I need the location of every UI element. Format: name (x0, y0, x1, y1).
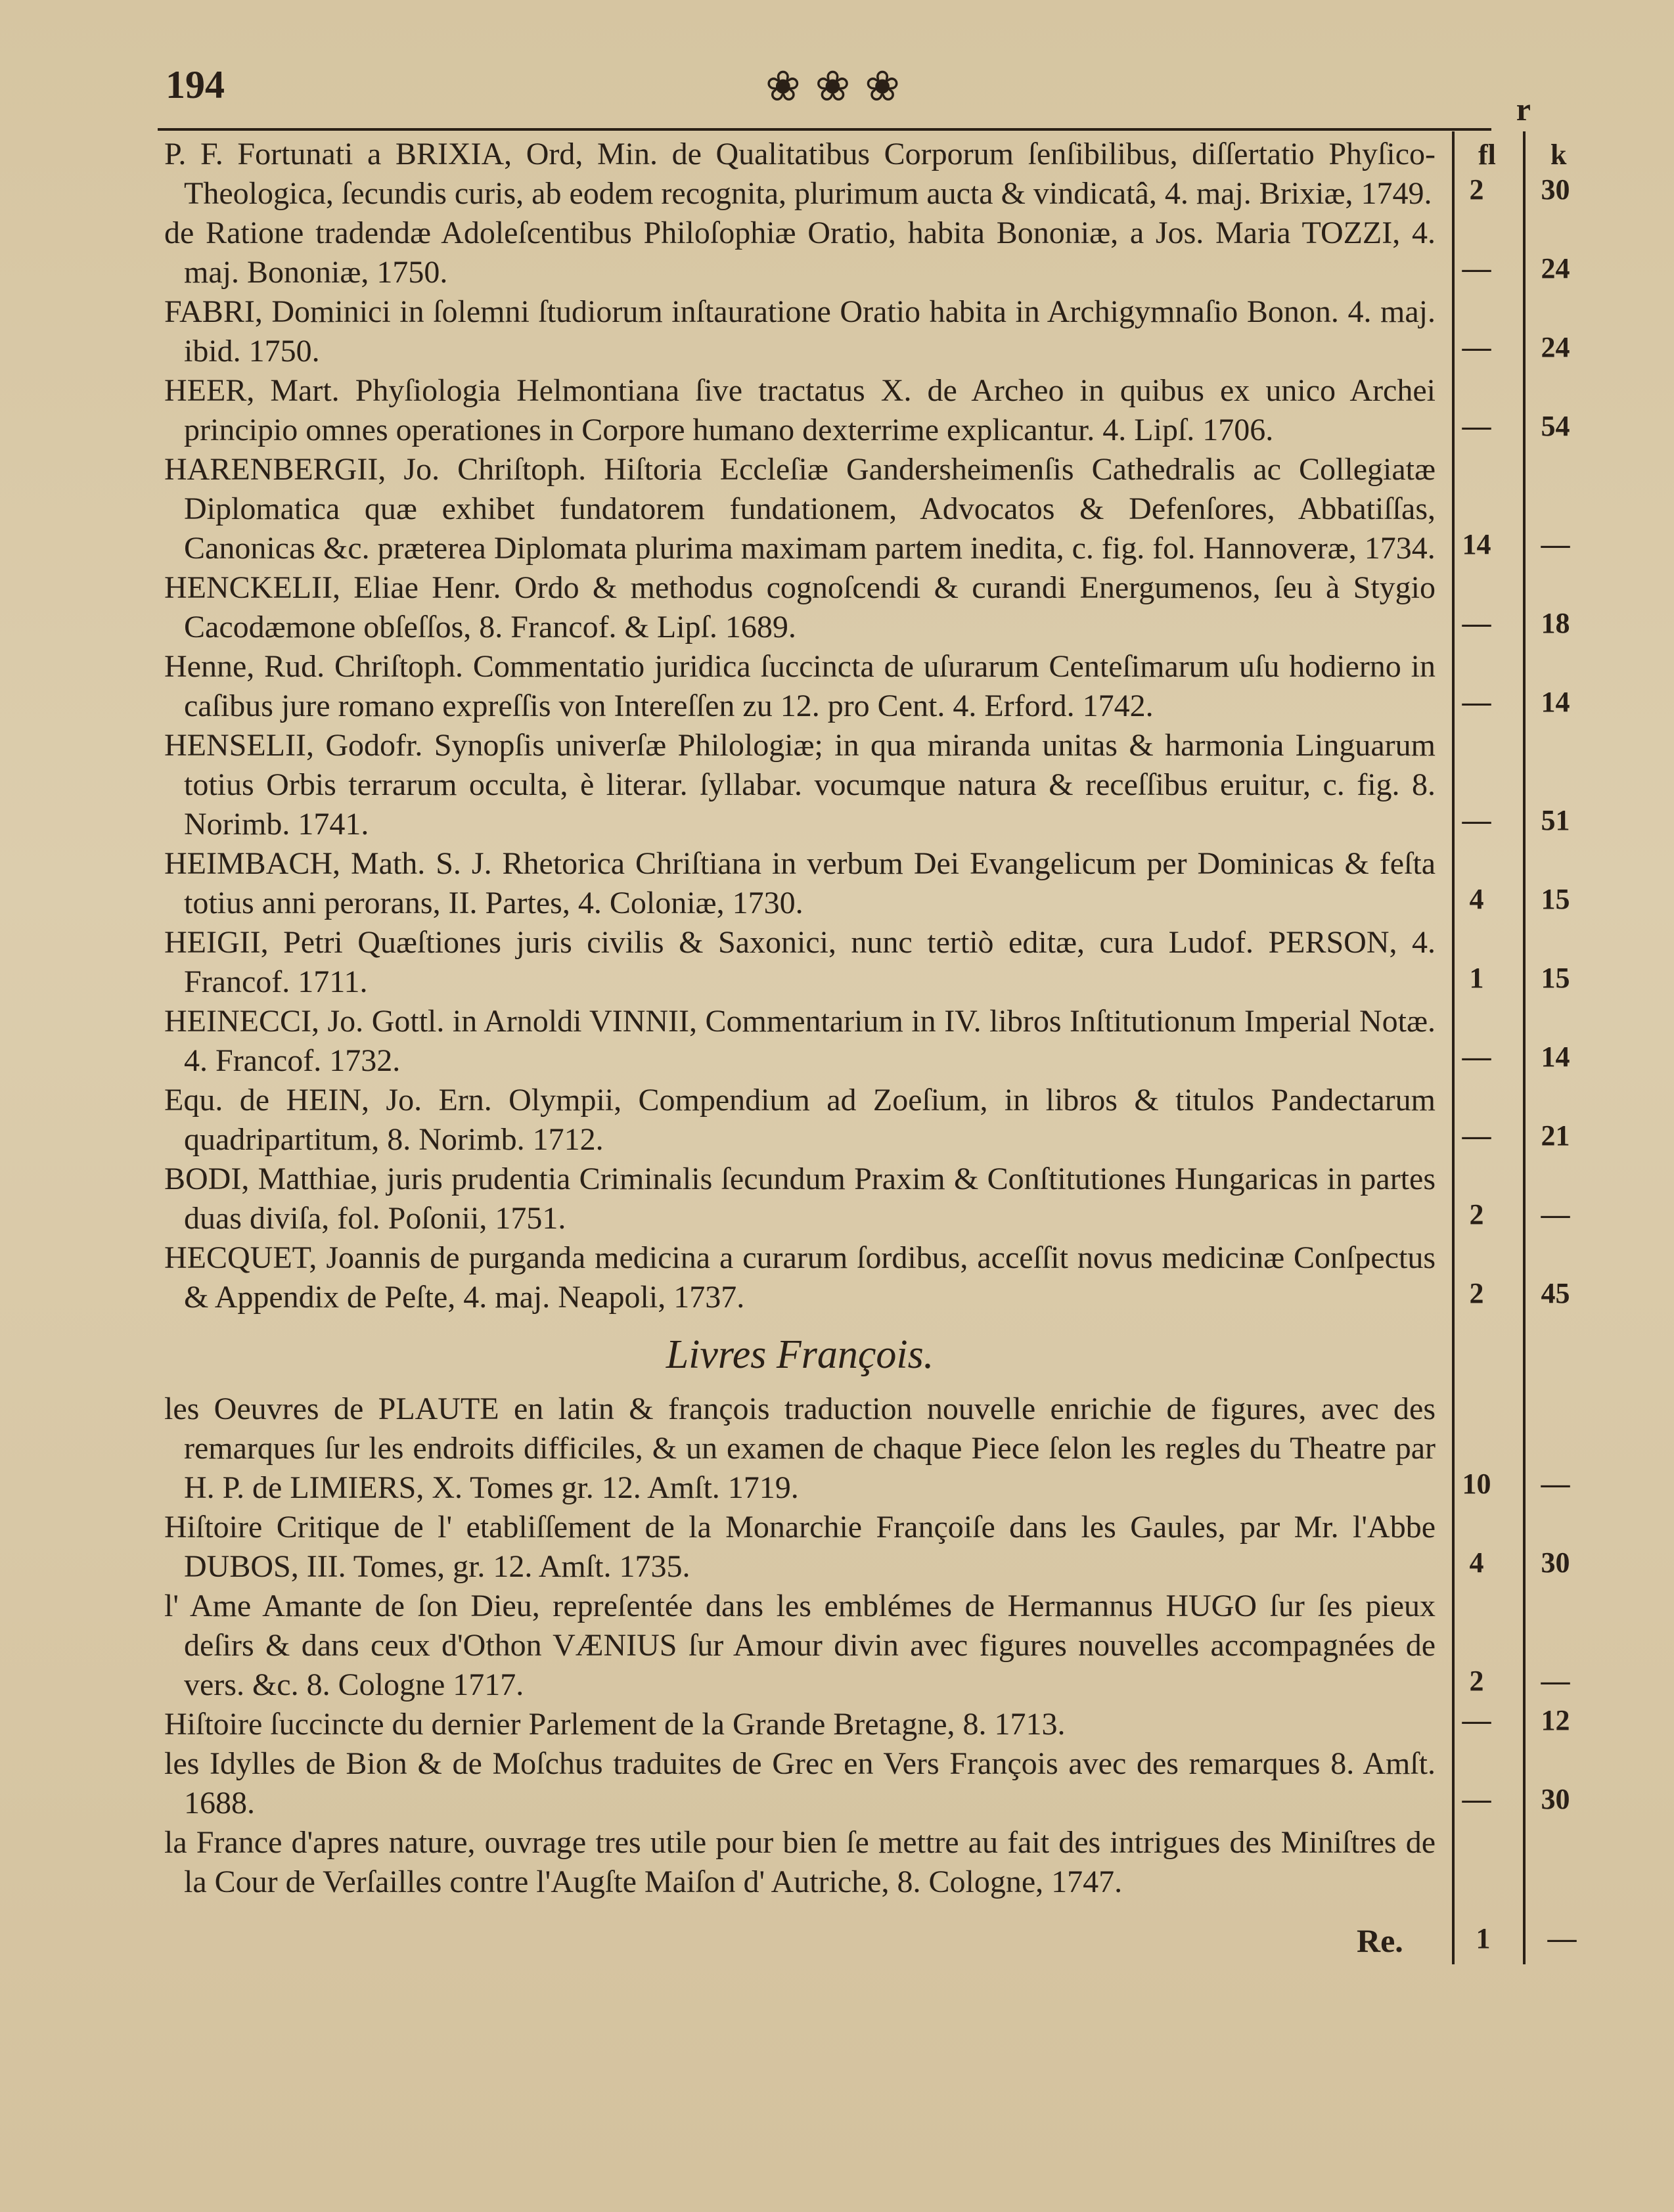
page-number: 194 (166, 63, 225, 106)
entry-text: HENCKELII, Eliae Henr. Ordo & methodus cognoſcendi & curandi Energumenos, ſeu à Stygio Cacodæmone obſeſſos, 8. Francof. & Lipſ. 1689. (164, 570, 1436, 644)
section-title: Livres François. (666, 1332, 934, 1377)
entry-text: les Oeuvres de PLAUTE en latin & françois traduction nouvelle enrichie de figures, avec des remarques ſur les endroits difficiles, & un examen de chaque Piece ſelon les regles du Theatre par H. P. de LIMIERS, X. Tomes gr. 12. Amſt. 1719. (164, 1391, 1436, 1505)
ornament-icon: ❀❀❀ (765, 62, 915, 111)
footer-prices (1452, 1922, 1606, 1961)
price-kreuzer: 14 (1541, 686, 1570, 718)
page-header (158, 62, 1531, 135)
price-florin: 2 (1469, 1198, 1484, 1230)
kreuzer-head: k (1550, 139, 1567, 171)
list-item (164, 450, 1570, 568)
list-item (164, 1160, 1570, 1238)
price-kreuzer: 30 (1541, 1783, 1570, 1815)
price-florin: 1 (1469, 962, 1484, 994)
entry-text: BODI, Matthiae, juris prudentia Criminalis ſecundum Praxim & Conſtitutiones Hungaricas in partes duas diviſa, fol. Poſonii, 1751. (164, 1162, 1436, 1236)
price-florin: 4 (1469, 1546, 1484, 1579)
catchword: Re. (1357, 1922, 1403, 1959)
list-item (164, 371, 1570, 450)
price-florin: — (1462, 1783, 1491, 1815)
entry-text: HEIGII, Petri Quæſtiones juris civilis & Saxonici, nunc tertiò editæ, cura Ludof. PERSON, 4. Francof. 1711. (164, 925, 1436, 999)
entry-text: HECQUET, Joannis de purganda medicina a curarum ſordibus, acceſſit novus medicinæ Conſpectus & Appendix de Peſte, 4. maj. Neapoli, 1737. (164, 1240, 1436, 1315)
price-florin: — (1462, 1041, 1491, 1073)
list-item (164, 568, 1570, 647)
price-florin: 10 (1462, 1468, 1491, 1500)
price-kreuzer: 14 (1541, 1041, 1570, 1073)
entry-text: de Ratione tradendæ Adoleſcentibus Philoſophiæ Oratio, habita Bononiæ, a Jos. Maria TOZZI, 4. maj. Bononiæ, 1750. (164, 215, 1436, 290)
price-kreuzer: — (1541, 1665, 1570, 1697)
price-florin: 2 (1469, 1665, 1484, 1697)
list-item (164, 1389, 1570, 1508)
entry-text: P. F. Fortunati a BRIXIA, Ord, Min. de Qualitatibus Corporum ſenſibilibus, diſſertatio Phyſico-Theologica, ſecundis curis, ab eodem recognita, plurimum aucta & vindicatâ, 4. maj. Brixiæ, 1749. (164, 137, 1436, 211)
price-florin: 2 (1469, 1277, 1484, 1309)
entry-text: Henne, Rud. Chriſtoph. Commentatio juridica ſuccincta de uſurarum Centeſimarum uſu hodierno in caſibus jure romano expreſſis von Intereſſen zu 12. pro Cent. 4. Erford. 1742. (164, 649, 1436, 723)
price-column-heads (1452, 138, 1596, 177)
list-item (164, 1587, 1570, 1705)
price-kreuzer: 21 (1541, 1119, 1570, 1152)
price-florin: — (1462, 607, 1491, 639)
price-kreuzer: — (1541, 1198, 1570, 1230)
list-item (164, 214, 1570, 292)
price-kreuzer: 54 (1541, 410, 1570, 442)
entry-text: Hiſtoire Critique de l' etabliſſement de la Monarchie Françoiſe dans les Gaules, par Mr. l'Abbe DUBOS, III. Tomes, gr. 12. Amſt. 1735. (164, 1510, 1436, 1584)
price-florin: — (1462, 252, 1491, 284)
price-kreuzer: 30 (1541, 173, 1570, 206)
entry-text: HEINECCI, Jo. Gottl. in Arnoldi VINNII, Commentarium in IV. libros Inſtitutionum Imperial Notæ. 4. Francof. 1732. (164, 1004, 1436, 1078)
list-item (164, 726, 1570, 844)
list-item (164, 292, 1570, 371)
price-florin: — (1462, 1704, 1491, 1736)
column-letter: r (1516, 91, 1531, 127)
entry-text: HEIMBACH, Math. S. J. Rhetorica Chriſtiana in verbum Dei Evangelicum per Dominicas & feſta totius anni perorans, II. Partes, 4. Coloniæ, 1730. (164, 846, 1436, 920)
price-kreuzer: 24 (1541, 331, 1570, 363)
entry-text: Equ. de HEIN, Jo. Ern. Olympii, Compendium ad Zoeſium, in libros & titulos Pandectarum quadripartitum, 8. Norimb. 1712. (164, 1083, 1436, 1157)
price-florin: — (1462, 686, 1491, 718)
price-kreuzer: 51 (1541, 804, 1570, 836)
price-florin: — (1462, 410, 1491, 442)
price-kreuzer: 24 (1541, 252, 1570, 284)
price-florin: 14 (1462, 528, 1491, 560)
price-florin: 2 (1469, 173, 1484, 206)
price-kreuzer: 18 (1541, 607, 1570, 639)
header-rule (158, 128, 1491, 131)
list-item (164, 1002, 1570, 1081)
price-kreuzer: 15 (1541, 883, 1570, 915)
list-item (164, 1744, 1570, 1823)
list-item (164, 1704, 1570, 1744)
list-item (164, 1238, 1570, 1317)
entry-text: les Idylles de Bion & de Moſchus traduites de Grec en Vers François avec des remarques 8. Amſt. 1688. (164, 1746, 1436, 1820)
price-kreuzer: — (1547, 1922, 1577, 1954)
entry-text: HEER, Mart. Phyſiologia Helmontiana ſive tractatus X. de Archeo in quibus ex unico Archei principio omnes operationes in Corpore humano dexterrime explicantur. 4. Lipſ. 1706. (164, 373, 1436, 447)
price-florin: — (1462, 1119, 1491, 1152)
list-item (164, 1823, 1436, 1902)
price-kreuzer: 30 (1541, 1546, 1570, 1579)
list-item (164, 923, 1570, 1002)
florin-head: fl (1478, 139, 1496, 171)
entry-text: l' Ame Amante de ſon Dieu, repreſentée dans les emblémes de Hermannus HUGO ſur ſes pieux deſirs & dans ceux d'Othon VÆNIUS ſur Amour divin avec figures nouvelles accompagnées de vers. &c. 8. Cologne 1717. (164, 1589, 1436, 1702)
price-kreuzer: — (1541, 528, 1570, 560)
list-item (164, 844, 1570, 923)
list-item (164, 647, 1570, 726)
price-kreuzer: 12 (1541, 1704, 1570, 1736)
entry-text: Hiſtoire ſuccincte du dernier Parlement de la Grande Bretagne, 8. 1713. (164, 1707, 1066, 1742)
list-item (164, 1508, 1570, 1587)
price-florin: 4 (1469, 883, 1484, 915)
price-florin: — (1462, 804, 1491, 836)
entry-text: HENSELII, Godofr. Synopſis univerſæ Philologiæ; in qua miranda unitas & harmonia Linguarum totius Orbis terrarum occulta, è literar. ſyllabar. vocumque natura & receſſibus eruitur, c. fig. 8. Norimb. 1741. (164, 728, 1436, 842)
price-kreuzer: — (1541, 1468, 1570, 1500)
entry-text: HARENBERGII, Jo. Chriſtoph. Hiſtoria Eccleſiæ Gandersheimenſis Cathedralis ac Collegiatæ Diplomatica quæ exhibet fundatorem fundationem, Advocatos & Defenſores, Abbatiſſas, Canonicas &c. præterea Diplomata plurima maximam partem inedita, c. fig. fol. Hannoveræ, 1734. (164, 452, 1436, 566)
list-item (164, 1081, 1570, 1160)
price-florin: 1 (1476, 1922, 1491, 1954)
entry-text: FABRI, Dominici in ſolemni ſtudiorum inſtauratione Oratio habita in Archigymnaſio Bonon. 4. maj. ibid. 1750. (164, 294, 1436, 369)
price-florin: — (1462, 331, 1491, 363)
catalog-entries (164, 135, 1570, 1902)
price-kreuzer: 15 (1541, 962, 1570, 994)
price-kreuzer: 45 (1541, 1277, 1570, 1309)
entry-text: la France d'apres nature, ouvrage tres utile pour bien ſe mettre au fait des intrigues des Miniſtres de la Cour de Verſailles contre l'Augſte Maiſon d' Autriche, 8. Cologne, 1747. (164, 1825, 1436, 1899)
